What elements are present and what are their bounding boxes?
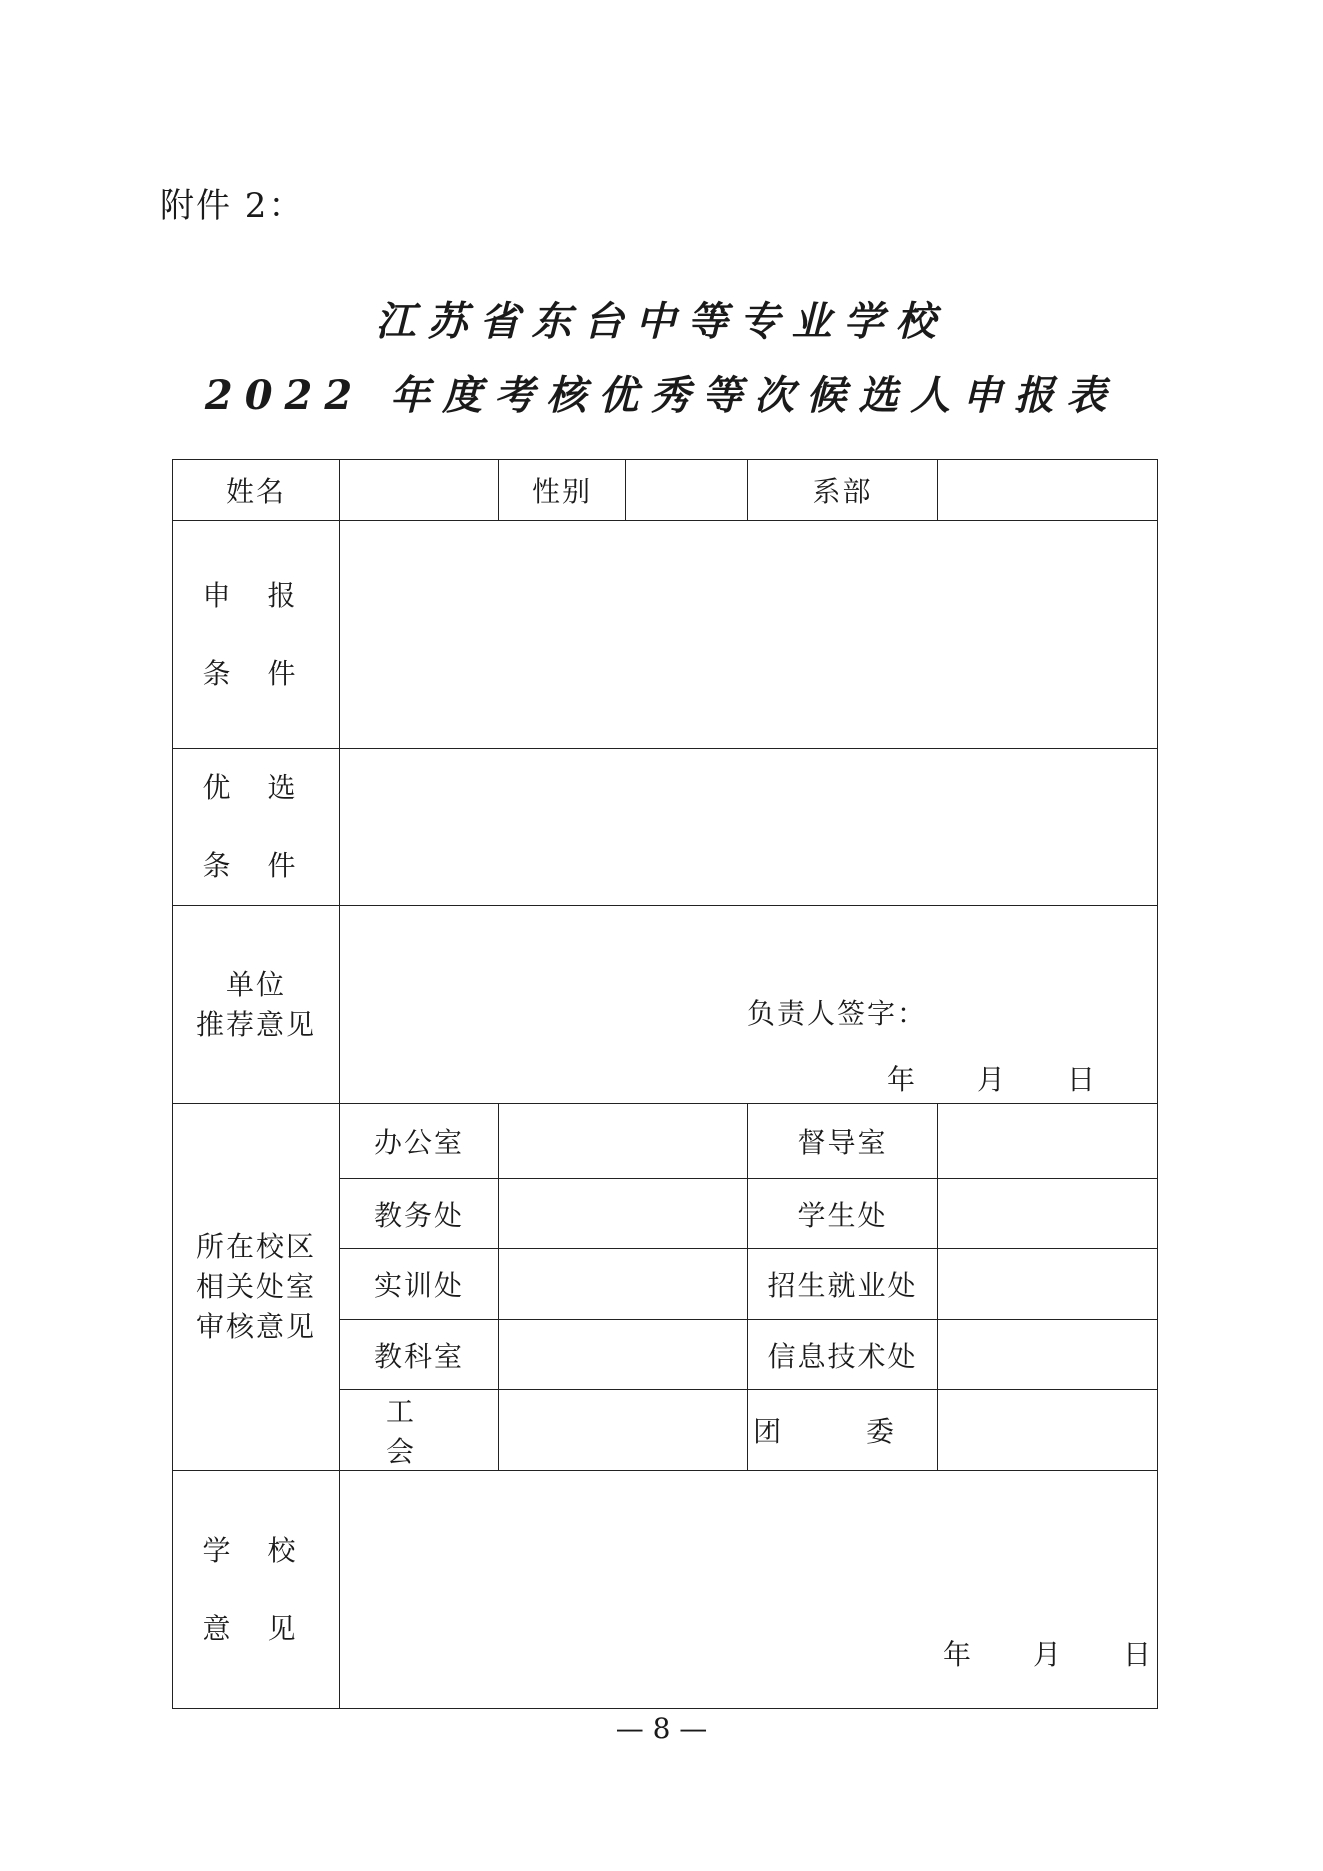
office-name-right: 信息技术处 — [748, 1320, 938, 1390]
unit-opinion-field[interactable] — [340, 906, 1158, 1104]
school-opinion-field[interactable] — [340, 1471, 1158, 1709]
office-name-left: 办公室 — [340, 1104, 499, 1179]
office-row — [173, 1104, 1158, 1179]
attachment-label: 附件 2： — [160, 186, 305, 226]
select-conditions-label: 优 选 条 件 — [173, 749, 340, 906]
apply-conditions-field[interactable] — [340, 521, 1158, 749]
gender-field[interactable] — [626, 460, 748, 521]
select-conditions-field[interactable] — [340, 749, 1158, 906]
office-field-left[interactable] — [499, 1320, 748, 1390]
office-field-right[interactable] — [938, 1390, 1158, 1471]
office-name-left: 实训处 — [340, 1249, 499, 1320]
form-title-school: 江苏省东台中等专业学校 — [375, 298, 948, 345]
office-field-right[interactable] — [938, 1104, 1158, 1179]
page-number: — 8 — — [615, 1712, 708, 1745]
office-name-right: 学生处 — [748, 1179, 938, 1249]
office-name-left: 教科室 — [340, 1320, 499, 1390]
unit-opinion-date: 年 月 日 — [887, 1063, 1096, 1096]
school-opinion-date: 年 月 日 — [943, 1638, 1152, 1671]
application-form-table — [172, 459, 1158, 1709]
school-opinion-label: 学 校 意 见 — [173, 1471, 340, 1709]
signature-label: 负责人签字： — [747, 997, 928, 1030]
office-field-left[interactable] — [499, 1249, 748, 1320]
apply-conditions-row — [173, 521, 1158, 749]
basic-info-row — [173, 460, 1158, 521]
select-conditions-row — [173, 749, 1158, 906]
school-opinion-row — [173, 1471, 1158, 1709]
office-field-right[interactable] — [938, 1320, 1158, 1390]
office-name-right: 招生就业处 — [748, 1249, 938, 1320]
department-label: 系部 — [748, 460, 938, 521]
unit-opinion-label: 单位 推荐意见 — [173, 906, 340, 1104]
office-field-right[interactable] — [938, 1179, 1158, 1249]
office-name-right: 团 委 — [748, 1390, 938, 1471]
department-field[interactable] — [938, 460, 1158, 521]
office-field-left[interactable] — [499, 1390, 748, 1471]
office-field-right[interactable] — [938, 1249, 1158, 1320]
office-field-left[interactable] — [499, 1179, 748, 1249]
office-name-left: 教务处 — [340, 1179, 499, 1249]
name-field[interactable] — [340, 460, 499, 521]
name-label: 姓名 — [173, 460, 340, 521]
form-title-name: 2022 年度考核优秀等次候选人申报表 — [204, 372, 1119, 419]
unit-opinion-row — [173, 906, 1158, 1104]
office-name-right: 督导室 — [748, 1104, 938, 1179]
gender-label: 性别 — [499, 460, 626, 521]
office-name-left: 工 会 — [340, 1390, 499, 1471]
office-review-label: 所在校区 相关处室 审核意见 — [173, 1104, 340, 1471]
office-field-left[interactable] — [499, 1104, 748, 1179]
apply-conditions-label: 申 报 条 件 — [173, 521, 340, 749]
